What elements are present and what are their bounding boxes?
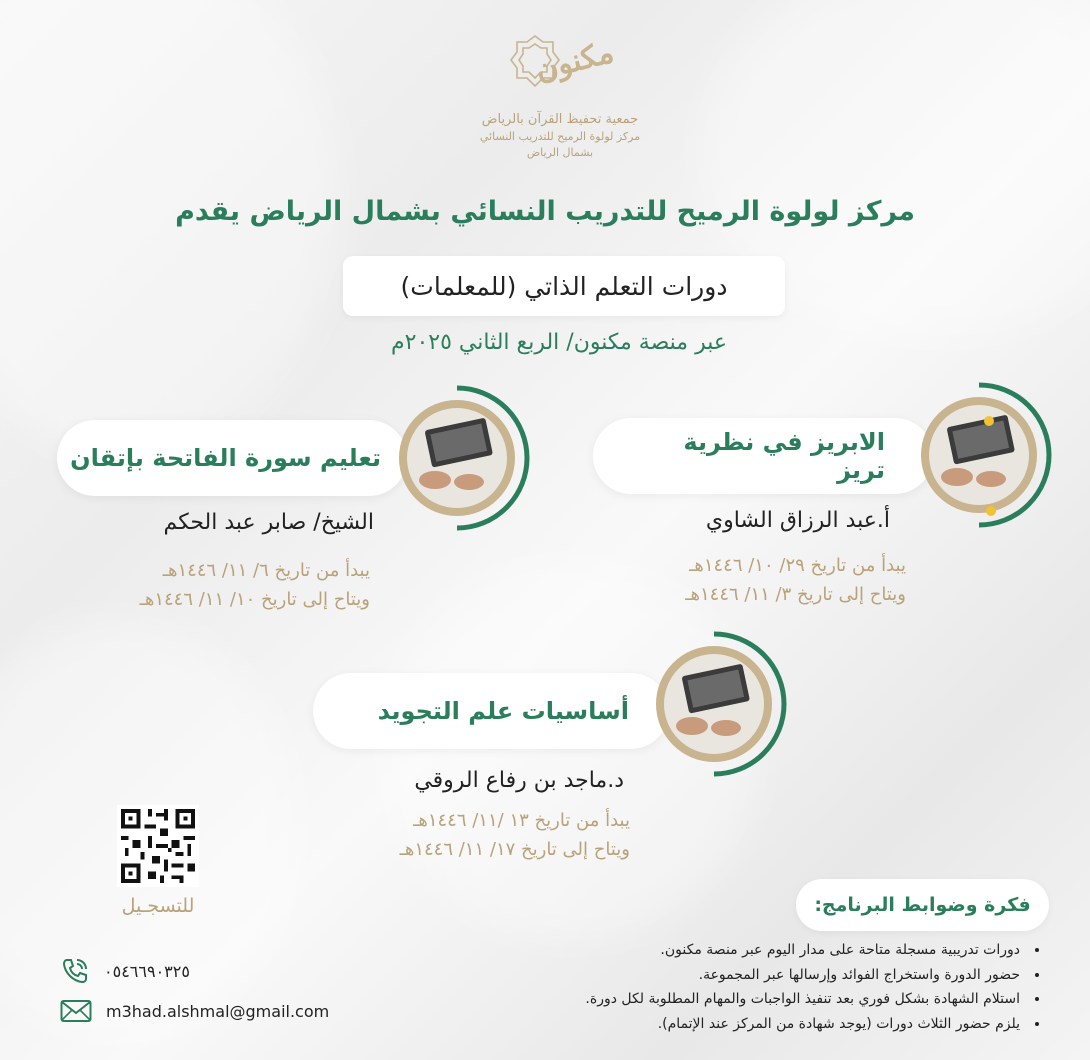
headline: مركز لولوة الرميح للتدريب النسائي بشمال الرياض يقدم bbox=[175, 196, 915, 227]
org-line-3: بشمال الرياض bbox=[526, 146, 594, 159]
phone-contact[interactable] bbox=[60, 956, 190, 986]
email-contact[interactable] bbox=[60, 999, 329, 1023]
logo bbox=[495, 30, 625, 100]
phone-number[interactable]: ٠٥٤٦٦٩٠٣٢٥ bbox=[104, 961, 190, 981]
dates-2 bbox=[60, 556, 370, 614]
phone-icon bbox=[60, 956, 90, 986]
dates-3 bbox=[330, 806, 630, 864]
program-title-pill bbox=[343, 256, 785, 316]
instructor-2: الشيخ/ صابر عبد الحكم bbox=[163, 510, 374, 535]
start-date-2: يبدأ من تاريخ ٦/ ١١/ ١٤٤٦هـ bbox=[162, 560, 370, 581]
course-title-3: أساسيات علم التجويد bbox=[377, 697, 629, 725]
email-address[interactable]: m3had.alshmal@gmail.com bbox=[106, 1001, 330, 1021]
org-line-2: مركز لولوة الرميح للتدريب النسائي bbox=[479, 130, 641, 143]
rules-title: فكرة وضوابط البرنامج: bbox=[814, 894, 1031, 916]
end-date-3: ويتاح إلى تاريخ ١٧/ ١١/ ١٤٤٦هـ bbox=[399, 839, 630, 860]
rule-item: • دورات تدريبية مسجلة متاحة على مدار اليوم عبر منصة مكنون. bbox=[424, 938, 1024, 963]
program-title: دورات التعلم الذاتي (للمعلمات) bbox=[400, 271, 728, 301]
rule-item: • حضور الدورة واستخراج الفوائد وإرسالها عبر المجموعة. bbox=[424, 963, 1024, 988]
course-photo-3 bbox=[640, 630, 788, 778]
course-card-3 bbox=[313, 673, 669, 749]
course-card-1 bbox=[593, 418, 933, 494]
start-date-3: يبدأ من تاريخ ١٣ /١١/ ١٤٤٦هـ bbox=[413, 810, 630, 831]
org-line-1: جمعية تحفيظ القرآن بالرياض bbox=[481, 112, 639, 127]
logo-mark-text: مكنون bbox=[531, 34, 618, 89]
instructor-3: د.ماجد بن رفاع الروقي bbox=[414, 768, 624, 793]
start-date-1: يبدأ من تاريخ ٢٩/ ١٠/ ١٤٤٦هـ bbox=[689, 555, 906, 576]
end-date-1: ويتاح إلى تاريخ ٣/ ١١/ ١٤٤٦هـ bbox=[685, 584, 906, 605]
course-title-2: تعليم سورة الفاتحة بإتقان bbox=[70, 444, 381, 472]
platform-line: عبر منصة مكنون/ الربع الثاني ٢٠٢٥م bbox=[391, 330, 727, 355]
dates-1 bbox=[590, 551, 906, 609]
rule-item: • استلام الشهادة بشكل فوري بعد تنفيذ الواجبات والمهام المطلوبة لكل دورة. bbox=[424, 987, 1024, 1012]
course-photo-1 bbox=[905, 381, 1053, 529]
register-label: للتسجـيل bbox=[121, 895, 195, 917]
rule-item: • يلزم حضور الثلاث دورات (يوجد شهادة من المركز عند الإتمام). bbox=[424, 1012, 1024, 1037]
course-title-1: الابريز في نظرية تريز bbox=[683, 428, 885, 484]
rules-list bbox=[424, 938, 1042, 1036]
instructor-1: أ.عبد الرزاق الشاوي bbox=[705, 508, 890, 533]
course-card-2 bbox=[57, 420, 407, 496]
course-photo-2 bbox=[383, 384, 531, 532]
rules-title-pill bbox=[796, 879, 1049, 931]
mail-icon bbox=[60, 999, 92, 1023]
qr-code-icon[interactable] bbox=[117, 805, 199, 887]
end-date-2: ويتاح إلى تاريخ ١٠/ ١١/ ١٤٤٦هـ bbox=[139, 589, 370, 610]
